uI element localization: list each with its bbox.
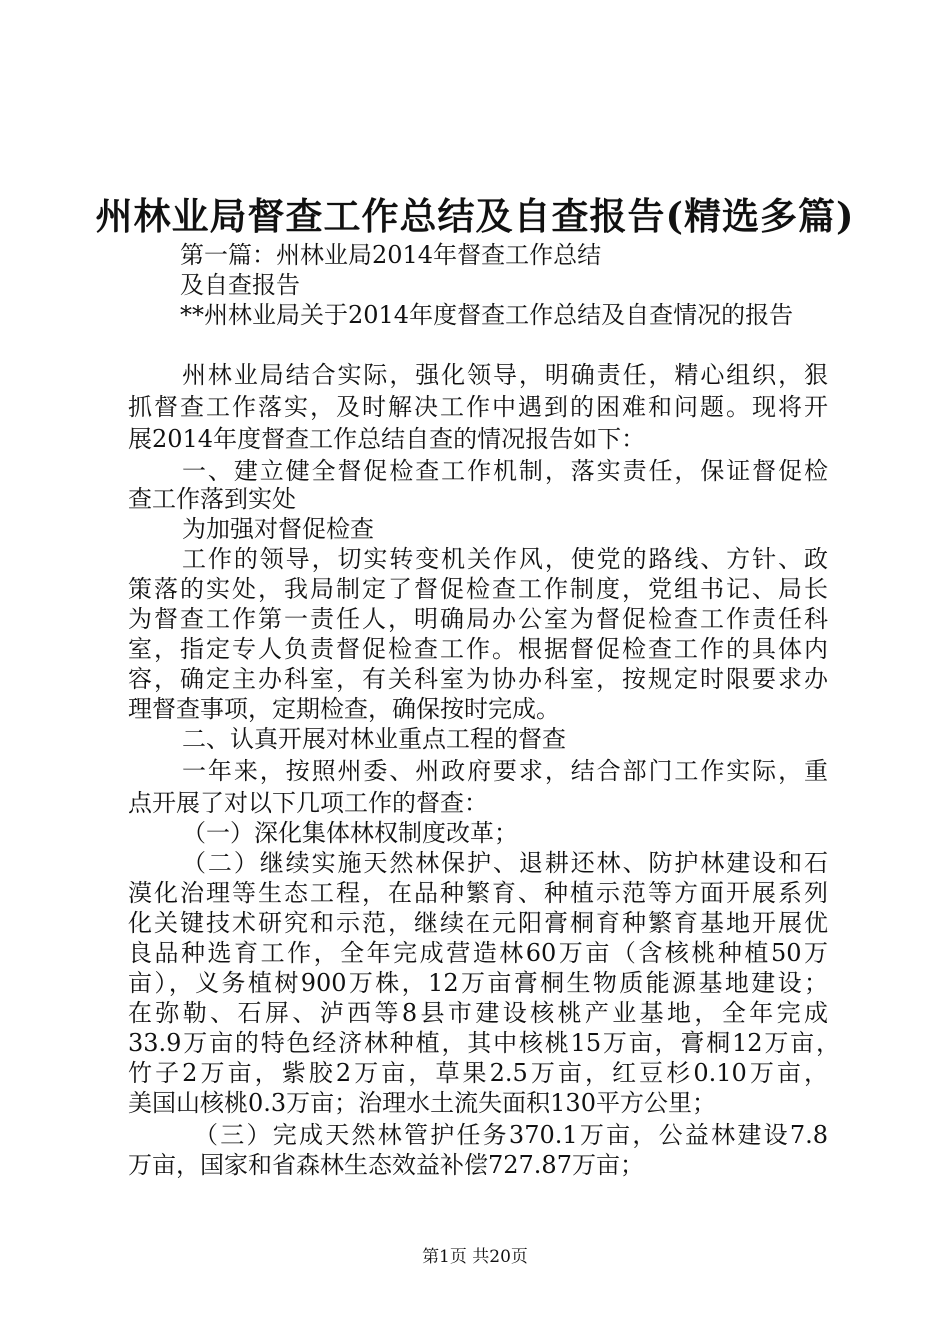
body-line: 亩），义务植树900万株，12万亩膏桐生物质能源基地建设； [128, 969, 828, 997]
body-line: 容，确定主办科室，有关科室为协办科室，按规定时限要求办 [128, 665, 828, 693]
body-line: 在弥勒、石屏、泸西等8县市建设核桃产业基地，全年完成 [128, 999, 828, 1027]
document-title: 州林业局督查工作总结及自查报告(精选多篇) [95, 194, 855, 238]
body-line: 展2014年度督查工作总结自查的情况报告如下： [128, 425, 646, 453]
section-heading-2: 二、认真开展对林业重点工程的督查 [182, 725, 566, 753]
subtitle-line-2: 及自查报告 [180, 271, 300, 299]
body-line: 为加强对督促检查 [182, 515, 374, 543]
body-line: 工作的领导，切实转变机关作风，使党的路线、方针、政 [182, 545, 828, 573]
body-line: 漠化治理等生态工程，在品种繁育、种植示范等方面开展系列 [128, 879, 828, 907]
body-line: 策落的实处，我局制定了督促检查工作制度，党组书记、局长 [128, 575, 828, 603]
section-heading-1: 一、建立健全督促检查工作机制，落实责任，保证督促检 [182, 457, 828, 485]
list-item-3: （三）完成天然林管护任务370.1万亩，公益林建设7.8 [194, 1121, 828, 1149]
body-line: 良品种选育工作，全年完成营造林60万亩（含核桃种植50万 [128, 939, 828, 967]
report-heading: **州林业局关于2014年度督查工作总结及自查情况的报告 [180, 301, 794, 329]
list-item-2: （二）继续实施天然林保护、退耕还林、防护林建设和石 [182, 849, 828, 877]
body-line: 美国山核桃0.3万亩；治理水土流失面积130平方公里； [128, 1089, 716, 1117]
body-line: 州林业局结合实际，强化领导，明确责任，精心组织，狠 [182, 361, 828, 389]
body-line: 一年来，按照州委、州政府要求，结合部门工作实际，重 [182, 757, 828, 785]
body-line: 抓督查工作落实，及时解决工作中遇到的困难和问题。现将开 [128, 393, 828, 421]
body-line: 竹子2万亩，紫胶2万亩，草果2.5万亩，红豆杉0.10万亩， [128, 1059, 828, 1087]
body-line: 点开展了对以下几项工作的督查： [128, 789, 488, 817]
body-line: 为督查工作第一责任人，明确局办公室为督促检查工作责任科 [128, 605, 828, 633]
body-line: 查工作落到实处 [128, 485, 296, 513]
body-line: 室，指定专人负责督促检查工作。根据督促检查工作的具体内 [128, 635, 828, 663]
body-line: 33.9万亩的特色经济林种植，其中核桃15万亩，膏桐12万亩， [128, 1029, 840, 1057]
body-line: 理督查事项，定期检查，确保按时完成。 [128, 695, 560, 723]
body-line: 化关键技术研究和示范，继续在元阳膏桐育种繁育基地开展优 [128, 909, 828, 937]
body-line: 万亩，国家和省森林生态效益补偿727.87万亩； [128, 1151, 644, 1179]
subtitle-line-1: 第一篇：州林业局2014年督查工作总结 [180, 241, 602, 269]
list-item-1: （一）深化集体林权制度改革； [182, 819, 518, 847]
page-footer: 第1页 共20页 [422, 1247, 528, 1267]
